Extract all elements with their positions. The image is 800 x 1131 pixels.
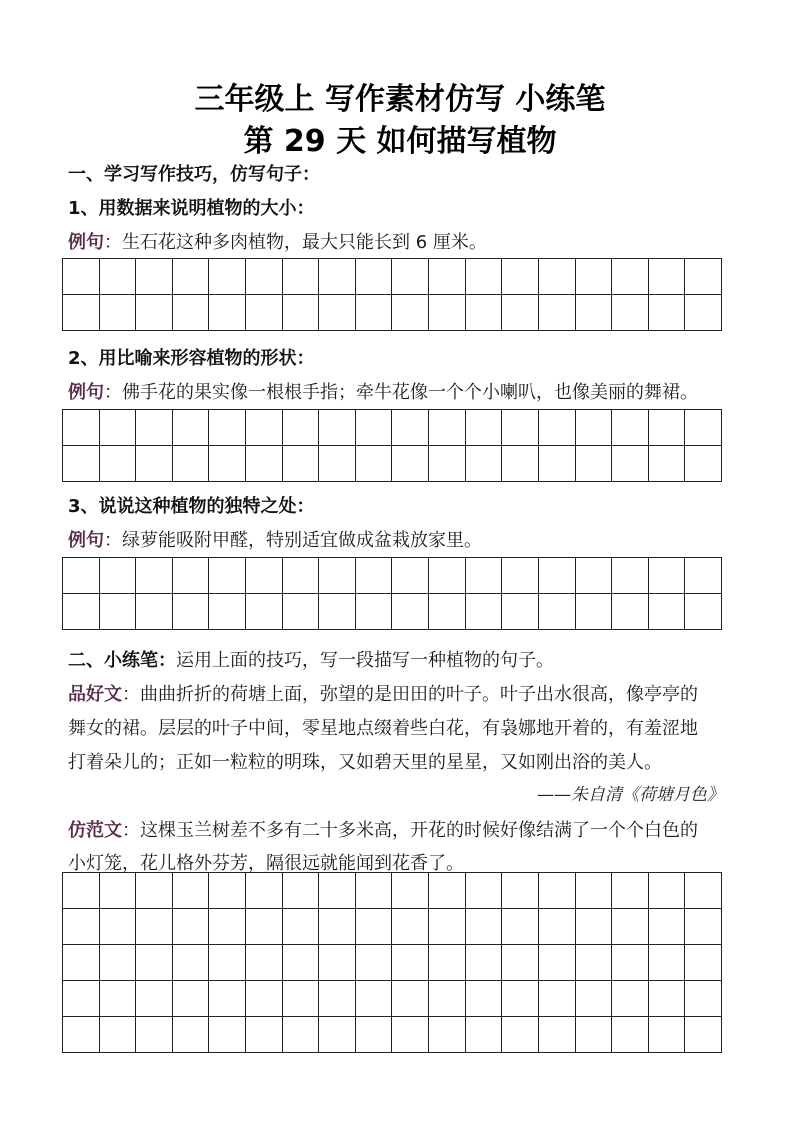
grid-cell[interactable] xyxy=(283,945,320,981)
grid-cell[interactable] xyxy=(649,981,686,1017)
grid-cell[interactable] xyxy=(649,1017,686,1053)
grid-cell[interactable] xyxy=(539,594,576,630)
grid-cell[interactable] xyxy=(319,873,356,909)
grid-cell[interactable] xyxy=(685,410,722,446)
grid-cell[interactable] xyxy=(136,1017,173,1053)
grid-cell[interactable] xyxy=(466,410,503,446)
item2-example xyxy=(68,378,698,404)
grid-cell[interactable] xyxy=(246,295,283,331)
grid-cell[interactable] xyxy=(576,558,613,594)
grid-cell[interactable] xyxy=(356,259,393,295)
grid-cell[interactable] xyxy=(246,945,283,981)
worksheet-subtitle: 第 29 天 如何描写植物 xyxy=(243,124,557,159)
grid-cell[interactable] xyxy=(136,945,173,981)
grid-cell[interactable] xyxy=(612,1017,649,1053)
grid-cell[interactable] xyxy=(429,295,466,331)
example-label: 例句 xyxy=(68,382,104,403)
grid-cell[interactable] xyxy=(246,446,283,482)
grid-cell[interactable] xyxy=(612,945,649,981)
grid-cell[interactable] xyxy=(649,873,686,909)
grid-cell[interactable] xyxy=(429,873,466,909)
grid-cell[interactable] xyxy=(173,909,210,945)
example-label: 例句 xyxy=(68,232,104,253)
grid-cell[interactable] xyxy=(685,558,722,594)
grid-cell[interactable] xyxy=(502,945,539,981)
grid-cell[interactable] xyxy=(356,981,393,1017)
section2-heading: 二、小练笔： xyxy=(68,650,176,671)
grid-cell[interactable] xyxy=(392,1017,429,1053)
model-text-line-2: 舞女的裙。层层的叶子中间，零星地点缀着些白花，有袅娜地开着的，有羞涩地 xyxy=(68,718,698,739)
grid-cell[interactable] xyxy=(392,873,429,909)
grid-cell[interactable] xyxy=(649,558,686,594)
grid-cell[interactable] xyxy=(685,446,722,482)
grid-cell[interactable] xyxy=(63,259,100,295)
grid-cell[interactable] xyxy=(539,909,576,945)
grid-cell[interactable] xyxy=(502,446,539,482)
grid-cell[interactable] xyxy=(429,446,466,482)
grid-cell[interactable] xyxy=(685,259,722,295)
grid-cell[interactable] xyxy=(466,945,503,981)
section2-instruction: 运用上面的技巧，写一段描写一种植物的句子。 xyxy=(176,650,554,671)
writing-grid-2[interactable] xyxy=(62,409,722,482)
grid-cell[interactable] xyxy=(466,594,503,630)
grid-cell[interactable] xyxy=(63,446,100,482)
grid-cell[interactable] xyxy=(283,1017,320,1053)
grid-cell[interactable] xyxy=(100,558,137,594)
grid-cell[interactable] xyxy=(283,594,320,630)
grid-cell[interactable] xyxy=(612,558,649,594)
grid-cell[interactable] xyxy=(246,410,283,446)
grid-cell[interactable] xyxy=(429,259,466,295)
grid-cell[interactable] xyxy=(356,945,393,981)
grid-cell[interactable] xyxy=(502,873,539,909)
grid-cell[interactable] xyxy=(173,1017,210,1053)
grid-cell[interactable] xyxy=(466,1017,503,1053)
grid-cell[interactable] xyxy=(209,259,246,295)
grid-cell[interactable] xyxy=(136,295,173,331)
grid-cell[interactable] xyxy=(429,981,466,1017)
grid-cell[interactable] xyxy=(576,909,613,945)
grid-cell[interactable] xyxy=(429,594,466,630)
grid-cell[interactable] xyxy=(209,558,246,594)
grid-cell[interactable] xyxy=(539,259,576,295)
grid-cell[interactable] xyxy=(539,295,576,331)
grid-cell[interactable] xyxy=(319,259,356,295)
model-text-line-1 xyxy=(68,680,698,706)
grid-cell[interactable] xyxy=(466,446,503,482)
grid-cell[interactable] xyxy=(100,909,137,945)
grid-cell[interactable] xyxy=(466,558,503,594)
grid-cell[interactable] xyxy=(319,410,356,446)
grid-cell[interactable] xyxy=(502,981,539,1017)
grid-cell[interactable] xyxy=(63,909,100,945)
grid-cell[interactable] xyxy=(100,873,137,909)
grid-cell[interactable] xyxy=(246,558,283,594)
grid-cell[interactable] xyxy=(209,909,246,945)
grid-cell[interactable] xyxy=(429,410,466,446)
grid-cell[interactable] xyxy=(209,1017,246,1053)
grid-cell[interactable] xyxy=(502,909,539,945)
grid-cell[interactable] xyxy=(649,410,686,446)
grid-cell[interactable] xyxy=(539,981,576,1017)
grid-cell[interactable] xyxy=(539,410,576,446)
grid-cell[interactable] xyxy=(209,873,246,909)
grid-cell[interactable] xyxy=(319,446,356,482)
grid-cell[interactable] xyxy=(539,873,576,909)
grid-cell[interactable] xyxy=(246,909,283,945)
grid-cell[interactable] xyxy=(466,981,503,1017)
grid-cell[interactable] xyxy=(429,909,466,945)
writing-grid-practice[interactable] xyxy=(62,872,722,1053)
item1-example xyxy=(68,228,487,254)
grid-cell[interactable] xyxy=(63,594,100,630)
grid-cell[interactable] xyxy=(649,945,686,981)
grid-cell[interactable] xyxy=(649,259,686,295)
grid-cell[interactable] xyxy=(612,446,649,482)
grid-cell[interactable] xyxy=(392,259,429,295)
grid-cell[interactable] xyxy=(283,259,320,295)
grid-cell[interactable] xyxy=(466,873,503,909)
grid-cell[interactable] xyxy=(209,594,246,630)
grid-cell[interactable] xyxy=(100,594,137,630)
grid-cell[interactable] xyxy=(685,295,722,331)
grid-cell[interactable] xyxy=(576,1017,613,1053)
grid-cell[interactable] xyxy=(466,259,503,295)
grid-cell[interactable] xyxy=(612,909,649,945)
grid-cell[interactable] xyxy=(136,981,173,1017)
grid-cell[interactable] xyxy=(576,410,613,446)
grid-cell[interactable] xyxy=(63,981,100,1017)
grid-cell[interactable] xyxy=(100,981,137,1017)
grid-cell[interactable] xyxy=(356,909,393,945)
model-text: ：曲曲折折的荷塘上面，弥望的是田田的叶子。叶子出水很高，像亭亭的 xyxy=(122,684,698,705)
grid-cell[interactable] xyxy=(63,873,100,909)
section1-heading: 一、学习写作技巧，仿写句子： xyxy=(68,164,320,185)
grid-cell[interactable] xyxy=(685,873,722,909)
grid-cell[interactable] xyxy=(319,945,356,981)
grid-cell[interactable] xyxy=(356,873,393,909)
grid-cell[interactable] xyxy=(612,594,649,630)
grid-cell[interactable] xyxy=(136,873,173,909)
grid-cell[interactable] xyxy=(649,446,686,482)
grid-cell[interactable] xyxy=(173,295,210,331)
grid-cell[interactable] xyxy=(136,259,173,295)
grid-cell[interactable] xyxy=(539,1017,576,1053)
grid-cell[interactable] xyxy=(392,446,429,482)
grid-cell[interactable] xyxy=(283,873,320,909)
item2-heading: 2、用比喻来形容植物的形状： xyxy=(68,348,315,369)
worksheet-title: 三年级上 写作素材仿写 小练笔 xyxy=(194,82,606,117)
grid-cell[interactable] xyxy=(612,259,649,295)
grid-cell[interactable] xyxy=(356,295,393,331)
grid-cell[interactable] xyxy=(246,259,283,295)
grid-cell[interactable] xyxy=(392,981,429,1017)
item3-heading: 3、说说这种植物的独特之处： xyxy=(68,496,315,517)
grid-cell[interactable] xyxy=(173,945,210,981)
imitation-text-line-2: 小灯笼，花儿格外芬芳，隔很远就能闻到花香了。 xyxy=(68,853,464,874)
grid-cell[interactable] xyxy=(392,945,429,981)
grid-cell[interactable] xyxy=(173,981,210,1017)
grid-cell[interactable] xyxy=(136,594,173,630)
example-text: ：绿萝能吸附甲醛，特别适宜做成盆栽放家里。 xyxy=(104,530,482,551)
grid-cell[interactable] xyxy=(392,410,429,446)
grid-cell[interactable] xyxy=(319,594,356,630)
grid-cell[interactable] xyxy=(319,981,356,1017)
imitation-text: ：这棵玉兰树差不多有二十多米高，开花的时候好像结满了一个个白色的 xyxy=(122,820,698,841)
grid-cell[interactable] xyxy=(100,446,137,482)
grid-cell[interactable] xyxy=(209,446,246,482)
grid-cell[interactable] xyxy=(576,945,613,981)
grid-cell[interactable] xyxy=(392,295,429,331)
grid-cell[interactable] xyxy=(246,981,283,1017)
grid-cell[interactable] xyxy=(502,1017,539,1053)
grid-cell[interactable] xyxy=(392,594,429,630)
grid-cell[interactable] xyxy=(319,909,356,945)
grid-cell[interactable] xyxy=(173,259,210,295)
grid-cell[interactable] xyxy=(173,446,210,482)
grid-cell[interactable] xyxy=(356,1017,393,1053)
grid-cell[interactable] xyxy=(576,295,613,331)
grid-cell[interactable] xyxy=(576,446,613,482)
grid-cell[interactable] xyxy=(283,909,320,945)
writing-grid-3[interactable] xyxy=(62,557,722,630)
grid-cell[interactable] xyxy=(136,558,173,594)
grid-cell[interactable] xyxy=(466,909,503,945)
grid-cell[interactable] xyxy=(649,594,686,630)
grid-cell[interactable] xyxy=(576,259,613,295)
grid-cell[interactable] xyxy=(63,1017,100,1053)
grid-cell[interactable] xyxy=(502,594,539,630)
grid-cell[interactable] xyxy=(356,594,393,630)
grid-cell[interactable] xyxy=(173,594,210,630)
imitation-text-line-1 xyxy=(68,816,698,842)
grid-cell[interactable] xyxy=(319,1017,356,1053)
example-text: ：佛手花的果实像一根根手指；牵牛花像一个个小喇叭，也像美丽的舞裙。 xyxy=(104,382,698,403)
grid-cell[interactable] xyxy=(429,945,466,981)
grid-cell[interactable] xyxy=(283,410,320,446)
grid-cell[interactable] xyxy=(502,558,539,594)
grid-cell[interactable] xyxy=(283,981,320,1017)
model-label: 品好文 xyxy=(68,684,122,705)
grid-cell[interactable] xyxy=(356,446,393,482)
grid-cell[interactable] xyxy=(612,295,649,331)
grid-cell[interactable] xyxy=(136,909,173,945)
example-label: 例句 xyxy=(68,530,104,551)
grid-cell[interactable] xyxy=(539,945,576,981)
item1-heading: 1、用数据来说明植物的大小： xyxy=(68,198,315,219)
grid-cell[interactable] xyxy=(246,1017,283,1053)
grid-cell[interactable] xyxy=(209,295,246,331)
grid-cell[interactable] xyxy=(246,594,283,630)
grid-cell[interactable] xyxy=(209,945,246,981)
grid-cell[interactable] xyxy=(173,410,210,446)
grid-cell[interactable] xyxy=(612,873,649,909)
example-text: ：生石花这种多肉植物，最大只能长到 6 厘米。 xyxy=(104,232,487,253)
grid-cell[interactable] xyxy=(612,981,649,1017)
grid-cell[interactable] xyxy=(209,410,246,446)
grid-cell[interactable] xyxy=(649,295,686,331)
grid-cell[interactable] xyxy=(576,873,613,909)
grid-cell[interactable] xyxy=(466,295,503,331)
grid-cell[interactable] xyxy=(685,981,722,1017)
grid-cell[interactable] xyxy=(100,945,137,981)
grid-cell[interactable] xyxy=(319,295,356,331)
grid-cell[interactable] xyxy=(100,410,137,446)
grid-cell[interactable] xyxy=(63,295,100,331)
grid-cell[interactable] xyxy=(209,981,246,1017)
grid-cell[interactable] xyxy=(576,981,613,1017)
grid-cell[interactable] xyxy=(649,909,686,945)
grid-cell[interactable] xyxy=(685,1017,722,1053)
grid-cell[interactable] xyxy=(356,558,393,594)
grid-cell[interactable] xyxy=(612,410,649,446)
grid-cell[interactable] xyxy=(685,945,722,981)
section2-heading-line xyxy=(68,646,554,672)
model-text-line-3: 打着朵儿的；正如一粒粒的明珠，又如碧天里的星星，又如刚出浴的美人。 xyxy=(68,752,662,773)
grid-cell[interactable] xyxy=(100,295,137,331)
grid-cell[interactable] xyxy=(502,295,539,331)
grid-cell[interactable] xyxy=(539,446,576,482)
model-author: ——朱自清《荷塘月色》 xyxy=(537,785,724,805)
grid-cell[interactable] xyxy=(100,1017,137,1053)
grid-cell[interactable] xyxy=(392,909,429,945)
grid-cell[interactable] xyxy=(319,558,356,594)
grid-cell[interactable] xyxy=(502,410,539,446)
grid-cell[interactable] xyxy=(246,873,283,909)
grid-cell[interactable] xyxy=(283,295,320,331)
imitation-label: 仿范文 xyxy=(68,820,122,841)
grid-cell[interactable] xyxy=(136,446,173,482)
grid-cell[interactable] xyxy=(502,259,539,295)
grid-cell[interactable] xyxy=(392,558,429,594)
grid-cell[interactable] xyxy=(63,558,100,594)
grid-cell[interactable] xyxy=(173,558,210,594)
grid-cell[interactable] xyxy=(63,945,100,981)
grid-cell[interactable] xyxy=(136,410,173,446)
grid-cell[interactable] xyxy=(685,594,722,630)
grid-cell[interactable] xyxy=(685,909,722,945)
grid-cell[interactable] xyxy=(100,259,137,295)
grid-cell[interactable] xyxy=(429,558,466,594)
grid-cell[interactable] xyxy=(63,410,100,446)
writing-grid-1[interactable] xyxy=(62,258,722,331)
item3-example xyxy=(68,526,482,552)
grid-cell[interactable] xyxy=(283,446,320,482)
grid-cell[interactable] xyxy=(356,410,393,446)
grid-cell[interactable] xyxy=(283,558,320,594)
grid-cell[interactable] xyxy=(539,558,576,594)
grid-cell[interactable] xyxy=(173,873,210,909)
grid-cell[interactable] xyxy=(576,594,613,630)
grid-cell[interactable] xyxy=(429,1017,466,1053)
